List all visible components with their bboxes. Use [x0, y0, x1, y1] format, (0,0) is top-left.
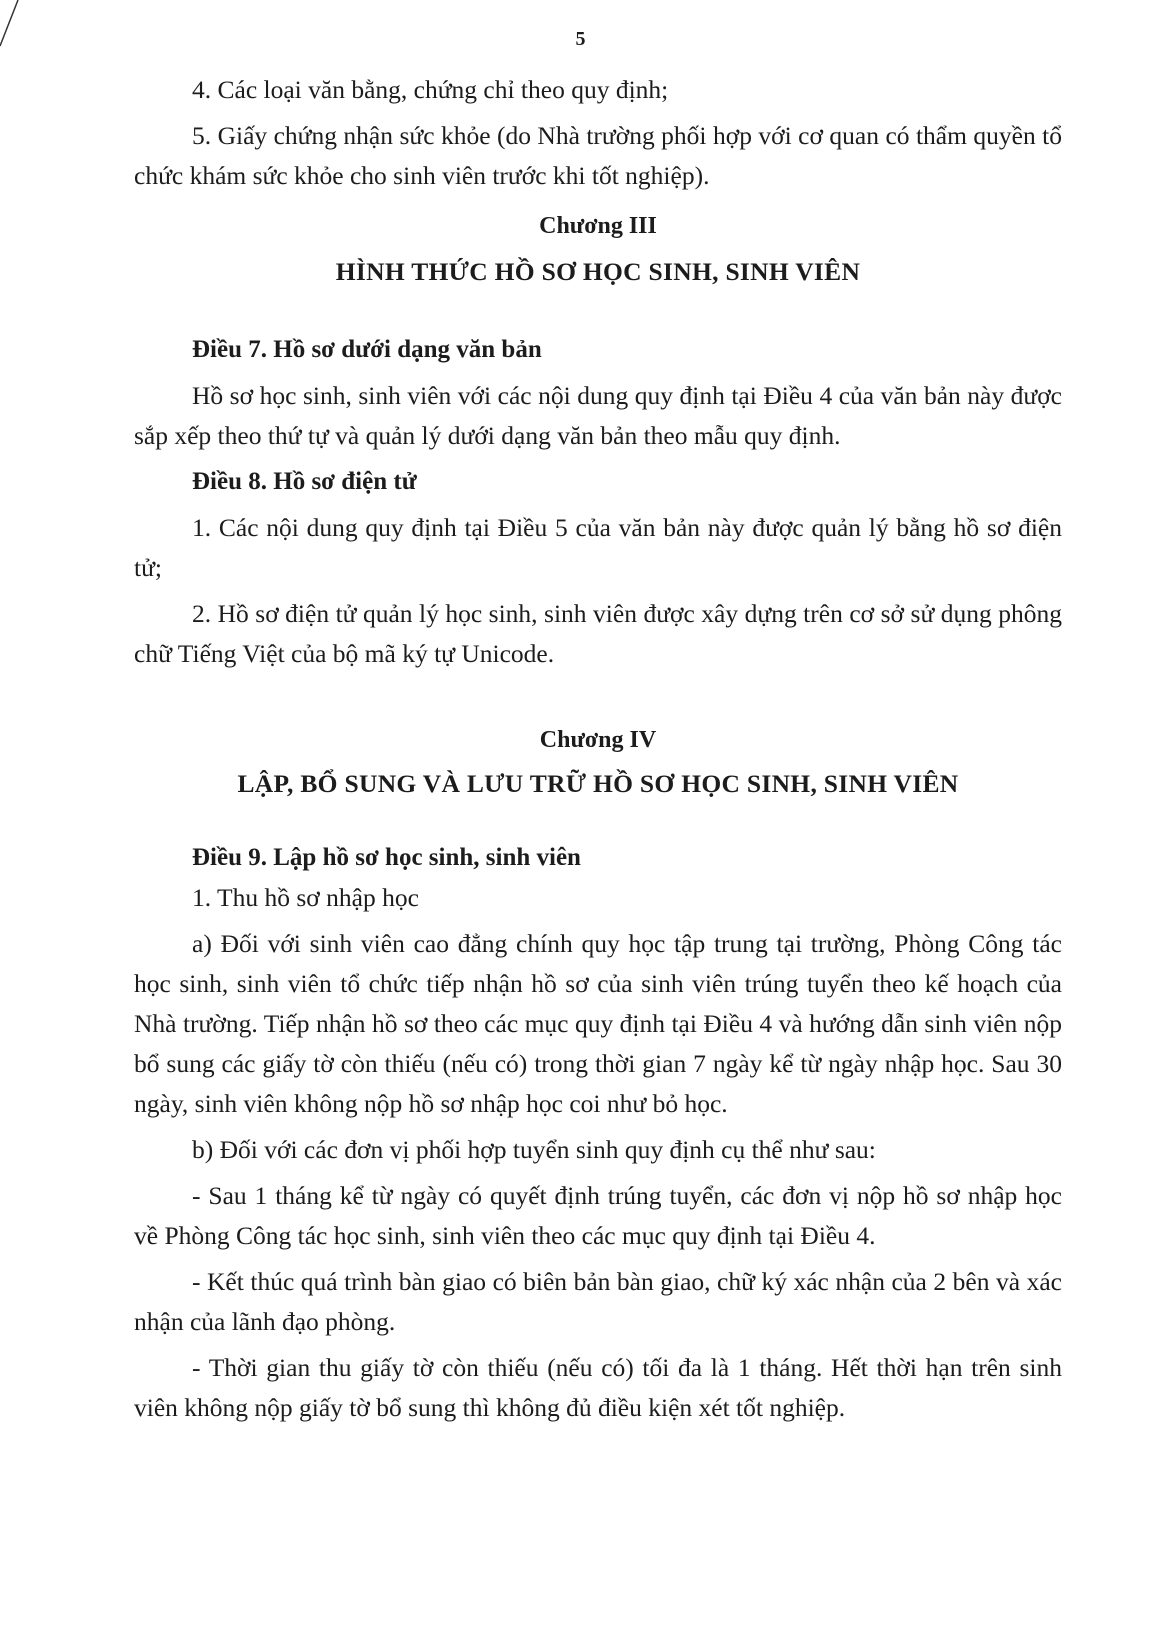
article-9-dash-1: - Sau 1 tháng kể từ ngày có quyết định trúng tuyển, các đơn vị nộp hồ sơ nhập học về Phòng Công tác học sinh, sinh viên theo các mục quy định tại Điều 4.	[134, 1181, 1062, 1250]
article-9-item-a: a) Đối với sinh viên cao đẳng chính quy học tập trung tại trường, Phòng Công tác học sinh, sinh viên tổ chức tiếp nhận hồ sơ của sinh viên trúng tuyển theo kế hoạch của Nhà trường. Tiếp nhận hồ sơ theo các mục quy định tại Điều 4 và hướng dẫn sinh viên nộp bổ sung các giấy tờ còn thiếu (nếu có) trong thời gian 7 ngày kể từ ngày nhập học. Sau 30 ngày, sinh viên không nộp hồ sơ nhập học coi như bỏ học.	[134, 929, 1062, 1118]
chapter-heading-4: Chương IV	[539, 727, 657, 753]
chapter-heading-3: Chương III	[539, 213, 657, 239]
article-7-paragraph: Hồ sơ học sinh, sinh viên với các nội dung quy định tại Điều 4 của văn bản này được sắp xếp theo thứ tự và quản lý dưới dạng văn bản theo mẫu quy định.	[134, 381, 1062, 450]
article-7-heading: Điều 7. Hồ sơ dưới dạng văn bản	[192, 336, 542, 363]
chapter-title-4: LẬP, BỔ SUNG VÀ LƯU TRỮ HỒ SƠ HỌC SINH, SINH VIÊN	[237, 769, 959, 798]
article-8-heading: Điều 8. Hồ sơ điện tử	[192, 468, 417, 495]
article-9-item-b: b) Đối với các đơn vị phối hợp tuyển sinh quy định cụ thể như sau:	[192, 1135, 876, 1164]
article-9-dash-3: - Thời gian thu giấy tờ còn thiếu (nếu có) tối đa là 1 tháng. Hết thời hạn trên sinh viên không nộp giấy tờ bổ sung thì không đủ điều kiện xét tốt nghiệp.	[134, 1353, 1062, 1422]
article-8-item-1: 1. Các nội dung quy định tại Điều 5 của văn bản này được quản lý bằng hồ sơ điện tử;	[134, 513, 1062, 582]
list-item-5: 5. Giấy chứng nhận sức khỏe (do Nhà trường phối hợp với cơ quan có thẩm quyền tổ chức khám sức khỏe cho sinh viên trước khi tốt nghiệp).	[134, 121, 1062, 190]
article-8-item-2: 2. Hồ sơ điện tử quản lý học sinh, sinh viên được xây dựng trên cơ sở sử dụng phông chữ Tiếng Việt của bộ mã ký tự Unicode.	[134, 599, 1062, 668]
chapter-title-3: HÌNH THỨC HỒ SƠ HỌC SINH, SINH VIÊN	[335, 257, 861, 286]
document-body	[134, 68, 1062, 1428]
article-9-heading: Điều 9. Lập hồ sơ học sinh, sinh viên	[192, 844, 581, 871]
article-9-item-1: 1. Thu hồ sơ nhập học	[192, 883, 419, 912]
list-item-4: 4. Các loại văn bằng, chứng chỉ theo quy định;	[192, 75, 669, 104]
page-number: 5	[575, 28, 586, 50]
article-9-dash-2: - Kết thúc quá trình bàn giao có biên bản bàn giao, chữ ký xác nhận của 2 bên và xác nhận của lãnh đạo phòng.	[134, 1267, 1062, 1336]
